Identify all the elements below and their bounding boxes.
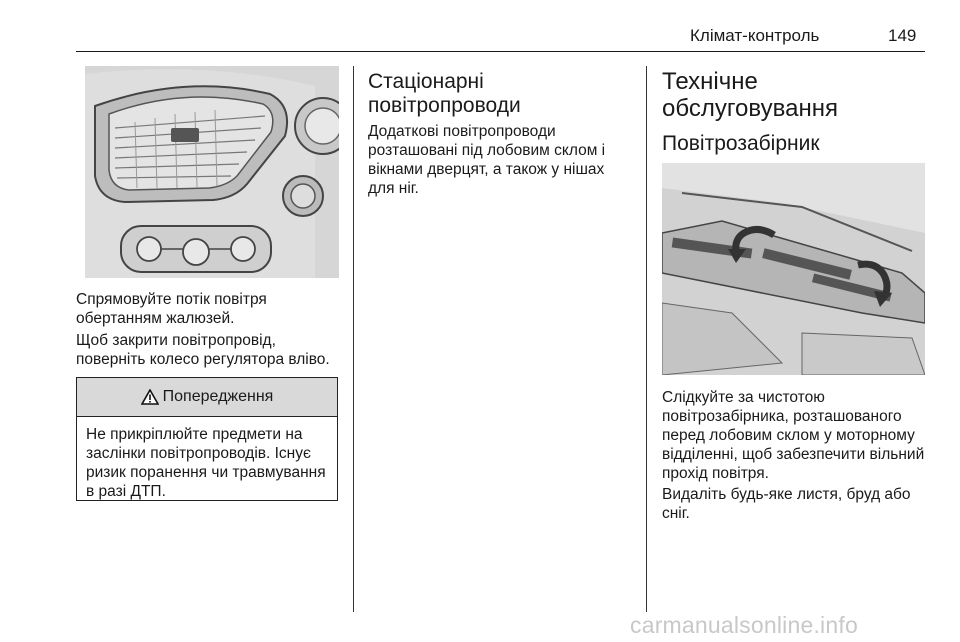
chapter-title: Клімат-контроль xyxy=(690,26,820,45)
maintenance-heading: Технічне обслуговування xyxy=(662,68,838,122)
fixed-vents-text: Додаткові повітропроводи розташовані під лобовим склом і вікнами дверцят, а також у нішах для ніг. xyxy=(368,123,606,197)
column-divider-2 xyxy=(646,66,647,612)
vent-close-text: Щоб закрити повітропровід, поверніть колесо регулятора вліво. xyxy=(76,332,330,368)
warning-triangle-icon xyxy=(141,389,159,405)
warning-title: Попередження xyxy=(162,388,274,405)
air-intake-text-2: Видаліть будь-яке листя, бруд або сніг. xyxy=(662,486,911,522)
air-intake-figure xyxy=(662,163,925,375)
warning-box xyxy=(76,377,338,501)
watermark-text: carmanualsonline.info xyxy=(630,612,858,638)
warning-text: Не прикріплюйте предмети на заслінки повітропроводів. Існує ризик поранення чи травмування в разі ДТП. xyxy=(86,426,326,500)
column-divider-1 xyxy=(353,66,354,612)
air-intake-text-1: Слідкуйте за чистотою повітрозабірника, розташованого перед лобовим склом у моторному відділенні, щоб забезпечити вільний прохід повітря. xyxy=(662,389,925,482)
header-divider xyxy=(76,51,925,52)
fixed-vents-heading: Стаціонарні повітропроводи xyxy=(368,70,521,117)
vent-direction-text: Спрямовуйте потік повітря обертанням жалюзей. xyxy=(76,291,267,327)
page-number: 149 xyxy=(888,26,917,45)
air-intake-heading: Повітрозабірник xyxy=(662,132,820,155)
warning-header xyxy=(77,378,337,417)
air-vent-figure xyxy=(85,66,339,278)
